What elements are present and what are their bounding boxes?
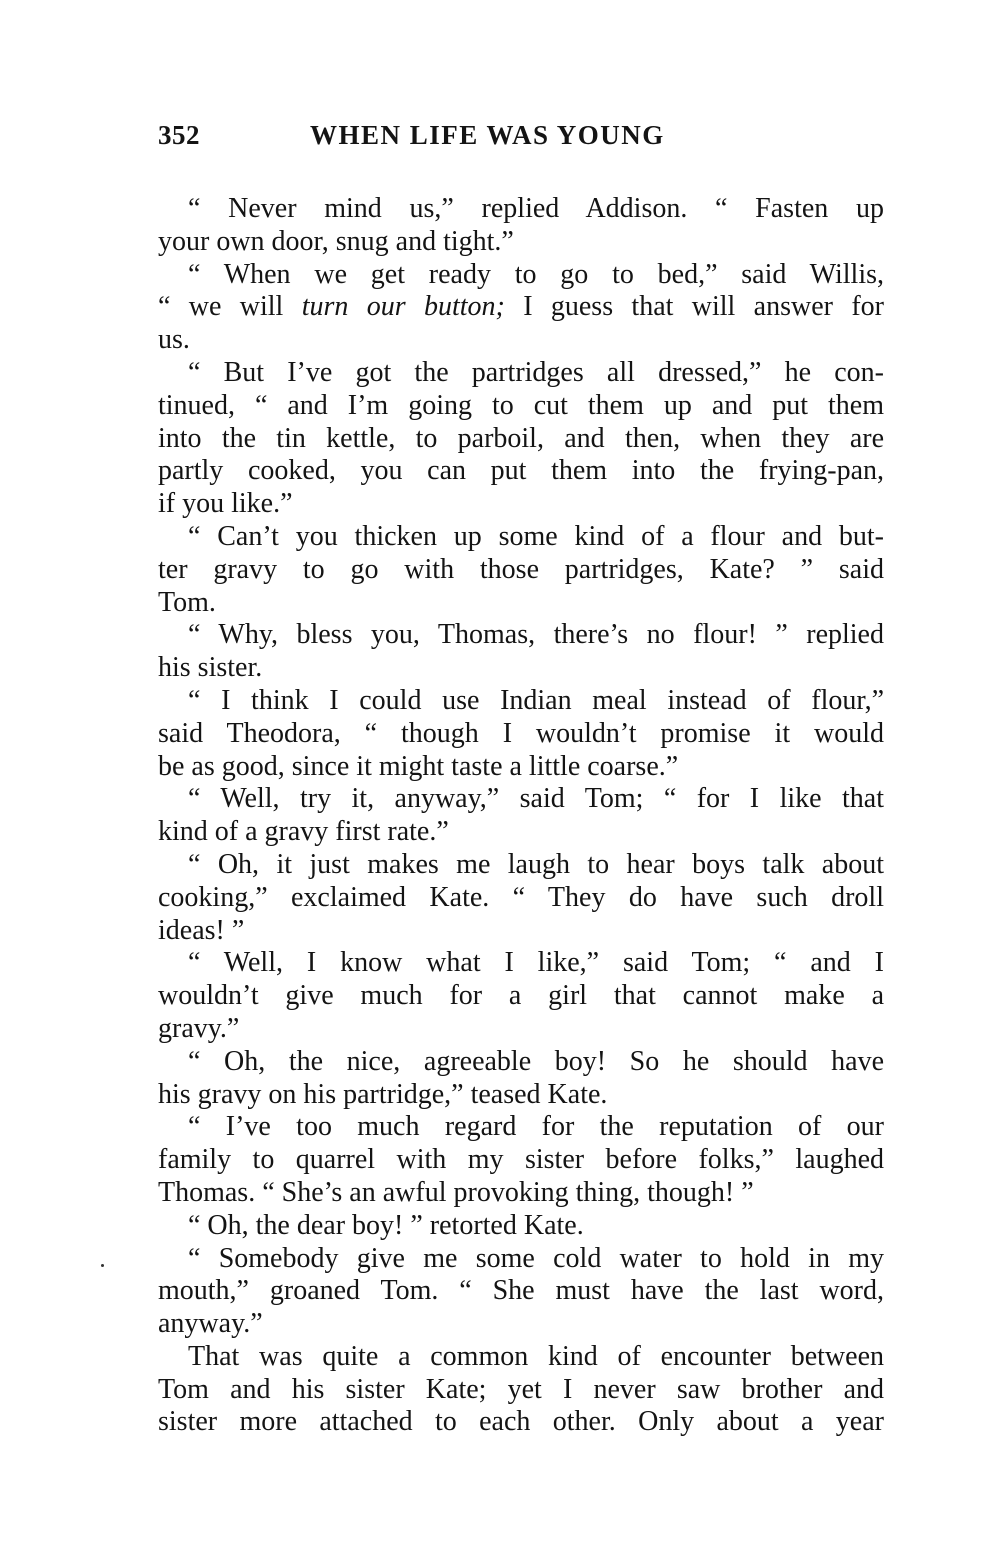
text-line: anyway.” <box>158 1308 263 1340</box>
text-line: your own door, snug and tight.” <box>158 225 514 257</box>
text-line: if you like.” <box>158 488 293 520</box>
text-line: “ Well, try it, anyway,” said Tom; “ for I like that <box>188 783 884 815</box>
body-text <box>158 193 884 1439</box>
text-line: partly cooked, you can put them into the frying-pan, <box>158 455 884 487</box>
text-line: “ But I’ve got the partridges all dressed,” he con- <box>188 356 884 388</box>
text-line: That was quite a common kind of encounter between <box>188 1340 884 1372</box>
text-line: “ Never mind us,” replied Addison. “ Fasten up <box>188 193 884 224</box>
text-line: kind of a gravy first rate.” <box>158 816 449 848</box>
text-line: “ Somebody give me some cold water to hold in my <box>188 1242 884 1274</box>
text-line: ideas! ” <box>158 914 245 946</box>
text-line: Tom and his sister Kate; yet I never saw brother and <box>158 1373 884 1405</box>
text-line: “ we will turn our button; I guess that will answer for <box>158 291 884 323</box>
text-line: ter gravy to go with those partridges, Kate? ” said <box>158 553 884 585</box>
text-line: “ Oh, the dear boy! ” retorted Kate. <box>188 1209 584 1241</box>
text-line: “ Why, bless you, Thomas, there’s no flour! ” replied <box>188 619 884 651</box>
text-line: gravy.” <box>158 1012 240 1044</box>
text-line: Thomas. “ She’s an awful provoking thing, though! ” <box>158 1176 754 1208</box>
text-line: mouth,” groaned Tom. “ She must have the last word, <box>158 1275 884 1307</box>
text-line: his gravy on his partridge,” teased Kate. <box>158 1078 608 1110</box>
page-number: 352 <box>158 120 200 150</box>
text-line: tinued, “ and I’m going to cut them up and put them <box>158 389 884 421</box>
stray-ink-mark <box>101 1264 104 1267</box>
text-line: family to quarrel with my sister before folks,” laughed <box>158 1144 884 1176</box>
text-line: sister more attached to each other. Only about a year <box>158 1406 884 1438</box>
page-header <box>158 120 758 160</box>
text-line: his sister. <box>158 652 263 684</box>
text-line: cooking,” exclaimed Kate. “ They do have such droll <box>158 881 884 913</box>
text-line: Tom. <box>158 586 216 618</box>
running-title: WHEN LIFE WAS YOUNG <box>310 120 665 150</box>
italic-phrase: turn our button; <box>301 291 505 323</box>
text-line: wouldn’t give much for a girl that cannot make a <box>158 980 884 1012</box>
text-line: “ I’ve too much regard for the reputation of our <box>188 1111 884 1143</box>
text-line: “ Oh, the nice, agreeable boy! So he should have <box>188 1045 884 1077</box>
text-line: said Theodora, “ though I wouldn’t promise it would <box>158 717 884 749</box>
text-line: “ When we get ready to go to bed,” said Willis, <box>188 258 884 290</box>
text-line: be as good, since it might taste a little coarse.” <box>158 750 679 782</box>
text-line: us. <box>158 324 190 356</box>
text-line: “ I think I could use Indian meal instead of flour,” <box>188 684 884 716</box>
text-line: “ Oh, it just makes me laugh to hear boys talk about <box>188 848 884 880</box>
text-line: “ Well, I know what I like,” said Tom; “ and I <box>188 947 884 979</box>
text-line: into the tin kettle, to parboil, and then, when they are <box>158 422 884 454</box>
text-line: “ Can’t you thicken up some kind of a flour and but- <box>188 520 884 552</box>
